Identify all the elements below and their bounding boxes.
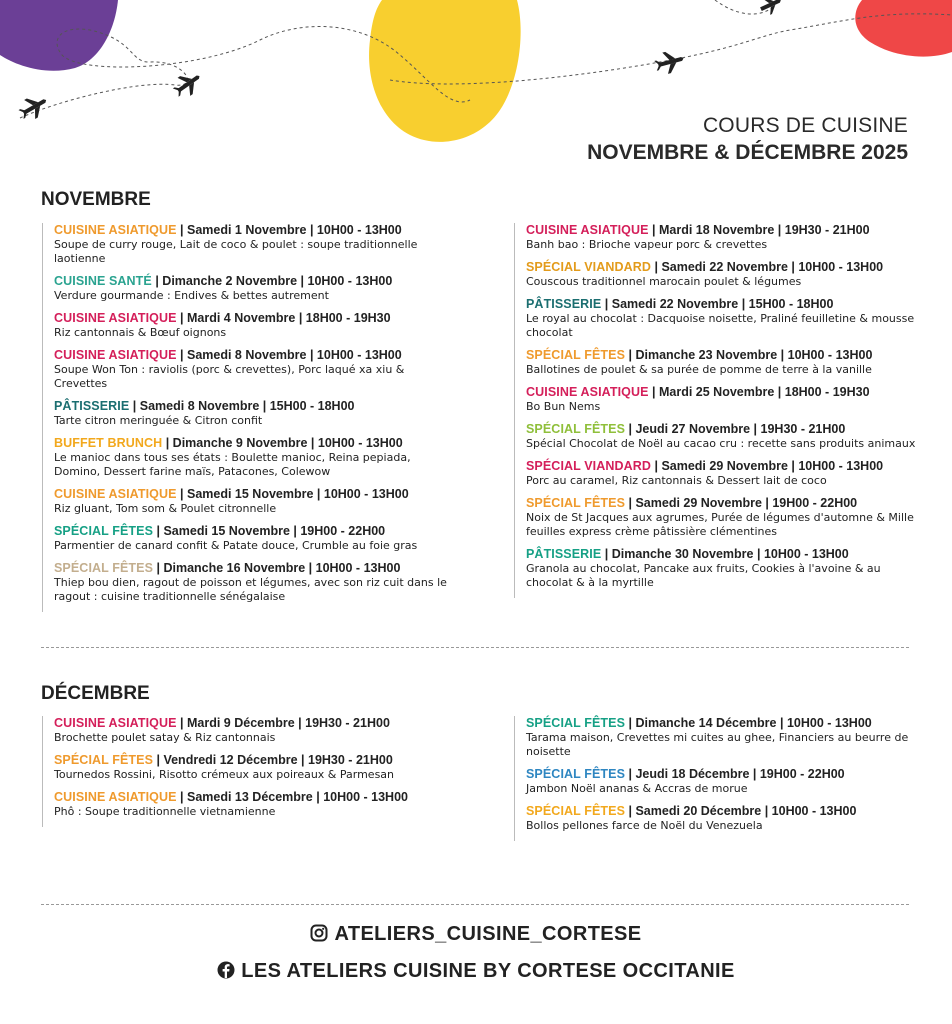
course-entry xyxy=(526,459,920,488)
course-entry xyxy=(54,348,459,391)
course-date-time: | Dimanche 14 Décembre | 10H00 - 13H00 xyxy=(625,716,872,730)
course-description: Jambon Noël ananas & Accras de morue xyxy=(526,782,748,795)
course-category: CUISINE SANTÉ xyxy=(54,274,152,288)
course-description: Porc au caramel, Riz cantonnais & Dessert lait de coco xyxy=(526,474,827,487)
course-header xyxy=(526,422,920,437)
course-date-time: | Mardi 9 Décembre | 19H30 - 21H00 xyxy=(176,716,390,730)
course-entry xyxy=(526,716,920,759)
course-entry xyxy=(54,399,459,428)
course-date-time: | Dimanche 16 Novembre | 10H00 - 13H00 xyxy=(153,561,401,575)
course-date-time: | Samedi 20 Décembre | 10H00 - 13H00 xyxy=(625,804,857,818)
novembre-left-column xyxy=(42,223,459,612)
facebook-icon xyxy=(217,961,235,985)
course-entry xyxy=(526,297,920,340)
course-category: SPÉCIAL FÊTES xyxy=(526,496,626,510)
course-description: Ballotines de poulet & sa purée de pomme de terre à la vanille xyxy=(526,363,872,376)
course-category: CUISINE ASIATIQUE xyxy=(54,716,177,730)
course-header xyxy=(54,311,459,326)
course-header xyxy=(54,487,459,502)
course-description: Riz gluant, Tom som & Poulet citronnelle xyxy=(54,502,277,515)
course-header xyxy=(54,524,459,539)
course-description: Bollos pellones farce de Noël du Venezuela xyxy=(526,819,763,832)
course-category: SPÉCIAL VIANDARD xyxy=(526,459,651,473)
course-header xyxy=(54,274,459,289)
course-description: Le manioc dans tous ses états : Boulette manioc, Reina pepiada, Domino, Dessert farine maïs, Patacones, Colewow xyxy=(54,451,411,478)
facebook-text: LES ATELIERS CUISINE BY CORTESE OCCITANIE xyxy=(241,960,735,982)
course-header xyxy=(54,561,459,576)
course-description: Tarte citron meringuée & Citron confit xyxy=(54,414,263,427)
course-entry xyxy=(54,436,459,479)
title-line-2: NOVEMBRE & DÉCEMBRE 2025 xyxy=(587,141,908,164)
title-line-1: COURS DE CUISINE xyxy=(702,114,908,137)
course-description: Tarama maison, Crevettes mi cuites au ghee, Financiers au beurre de noisette xyxy=(526,731,909,758)
course-date-time: | Samedi 1 Novembre | 10H00 - 13H00 xyxy=(176,223,402,237)
course-description: Le royal au chocolat : Dacquoise noisette, Praliné feuilletine & mousse chocolat xyxy=(526,312,915,339)
course-date-time: | Samedi 15 Novembre | 10H00 - 13H00 xyxy=(176,487,409,501)
course-date-time: | Samedi 29 Novembre | 10H00 - 13H00 xyxy=(651,459,884,473)
course-entry xyxy=(526,260,920,289)
course-date-time: | Jeudi 18 Décembre | 19H00 - 22H00 xyxy=(625,767,845,781)
course-category: SPÉCIAL FÊTES xyxy=(54,753,154,767)
course-description: Brochette poulet satay & Riz cantonnais xyxy=(54,731,276,744)
instagram-text: ATELIERS_CUISINE_CORTESE xyxy=(334,923,642,945)
course-category: CUISINE ASIATIQUE xyxy=(526,223,649,237)
yellow-blob xyxy=(369,0,521,142)
course-category: CUISINE ASIATIQUE xyxy=(54,311,177,325)
course-header xyxy=(526,385,920,400)
course-header xyxy=(54,753,459,768)
section-divider xyxy=(41,647,909,648)
course-entry xyxy=(526,496,920,539)
course-category: PÂTISSERIE xyxy=(54,399,130,413)
course-description: Couscous traditionnel marocain poulet & légumes xyxy=(526,275,802,288)
course-date-time: | Samedi 22 Novembre | 10H00 - 13H00 xyxy=(651,260,884,274)
course-header xyxy=(526,767,920,782)
course-header xyxy=(526,716,920,731)
course-description: Granola au chocolat, Pancake aux fruits, Cookies à l'avoine & au chocolat & à la myrtille xyxy=(526,562,881,589)
course-description: Soupe de curry rouge, Lait de coco & poulet : soupe traditionnelle laotienne xyxy=(54,238,418,265)
course-date-time: | Samedi 22 Novembre | 15H00 - 18H00 xyxy=(601,297,834,311)
course-entry xyxy=(54,790,459,819)
course-category: CUISINE ASIATIQUE xyxy=(54,487,177,501)
course-header xyxy=(526,260,920,275)
course-date-time: | Dimanche 23 Novembre | 10H00 - 13H00 xyxy=(625,348,873,362)
course-description: Verdure gourmande : Endives & bettes autrement xyxy=(54,289,329,302)
facebook-page[interactable] xyxy=(0,960,952,985)
page-title xyxy=(587,113,908,167)
course-category: SPÉCIAL FÊTES xyxy=(54,561,154,575)
course-description: Noix de St Jacques aux agrumes, Purée de légumes d'automne & Mille feuilles express crème pâtissière clémentines xyxy=(526,511,914,538)
course-header xyxy=(54,790,459,805)
course-header xyxy=(54,223,459,238)
course-entry xyxy=(54,274,459,303)
decembre-right-column xyxy=(514,716,920,841)
course-category: SPÉCIAL FÊTES xyxy=(526,804,626,818)
course-date-time: | Mardi 25 Novembre | 18H00 - 19H30 xyxy=(648,385,870,399)
decembre-left-column xyxy=(42,716,459,827)
course-header xyxy=(54,716,459,731)
course-category: SPÉCIAL VIANDARD xyxy=(526,260,651,274)
course-header xyxy=(526,223,920,238)
course-entry xyxy=(526,804,920,833)
course-date-time: | Mardi 4 Novembre | 18H00 - 19H30 xyxy=(176,311,391,325)
course-header xyxy=(526,804,920,819)
course-date-time: | Samedi 8 Novembre | 10H00 - 13H00 xyxy=(176,348,402,362)
course-category: BUFFET BRUNCH xyxy=(54,436,163,450)
course-entry xyxy=(526,348,920,377)
month-title-novembre: NOVEMBRE xyxy=(41,189,151,210)
novembre-right-column xyxy=(514,223,920,598)
airplane-icon xyxy=(757,0,785,17)
airplane-icon xyxy=(169,67,205,102)
course-date-time: | Mardi 18 Novembre | 19H30 - 21H00 xyxy=(648,223,870,237)
course-entry xyxy=(526,767,920,796)
course-entry xyxy=(526,223,920,252)
course-description: Thiep bou dien, ragout de poisson et légumes, avec son riz cuit dans le ragout : cuisine traditionnelle sénégalaise xyxy=(54,576,447,603)
course-entry xyxy=(54,487,459,516)
course-date-time: | Samedi 29 Novembre | 19H00 - 22H00 xyxy=(625,496,858,510)
course-date-time: | Samedi 8 Novembre | 15H00 - 18H00 xyxy=(129,399,355,413)
course-description: Phô : Soupe traditionnelle vietnamienne xyxy=(54,805,276,818)
course-category: CUISINE ASIATIQUE xyxy=(54,223,177,237)
course-description: Banh bao : Brioche vapeur porc & crevettes xyxy=(526,238,768,251)
course-date-time: | Vendredi 12 Décembre | 19H30 - 21H00 xyxy=(153,753,393,767)
course-description: Riz cantonnais & Bœuf oignons xyxy=(54,326,227,339)
footer-divider xyxy=(41,904,909,905)
course-date-time: | Dimanche 2 Novembre | 10H00 - 13H00 xyxy=(151,274,393,288)
course-category: CUISINE ASIATIQUE xyxy=(54,348,177,362)
course-header xyxy=(54,348,459,363)
course-header xyxy=(526,459,920,474)
course-category: SPÉCIAL FÊTES xyxy=(526,767,626,781)
course-header xyxy=(526,297,920,312)
purple-blob xyxy=(0,0,118,71)
course-entry xyxy=(526,385,920,414)
course-header xyxy=(526,547,920,562)
airplane-icon xyxy=(653,48,687,77)
course-date-time: | Jeudi 27 Novembre | 19H30 - 21H00 xyxy=(625,422,846,436)
course-category: SPÉCIAL FÊTES xyxy=(54,524,154,538)
course-category: SPÉCIAL FÊTES xyxy=(526,422,626,436)
course-description: Bo Bun Nems xyxy=(526,400,601,413)
course-header xyxy=(526,496,920,511)
course-entry xyxy=(526,422,920,451)
course-entry xyxy=(54,223,459,266)
course-entry xyxy=(54,561,459,604)
course-entry xyxy=(54,311,459,340)
course-header xyxy=(54,436,459,451)
instagram-icon xyxy=(310,924,328,948)
course-entry xyxy=(526,547,920,590)
course-entry xyxy=(54,716,459,745)
course-date-time: | Dimanche 30 Novembre | 10H00 - 13H00 xyxy=(601,547,849,561)
course-category: PÂTISSERIE xyxy=(526,297,602,311)
course-description: Parmentier de canard confit & Patate douce, Crumble au foie gras xyxy=(54,539,418,552)
course-description: Soupe Won Ton : raviolis (porc & crevettes), Porc laqué xa xiu & Crevettes xyxy=(54,363,405,390)
course-category: CUISINE ASIATIQUE xyxy=(526,385,649,399)
course-entry xyxy=(54,524,459,553)
course-header xyxy=(54,399,459,414)
course-category: CUISINE ASIATIQUE xyxy=(54,790,177,804)
airplane-icon xyxy=(16,90,52,124)
course-category: SPÉCIAL FÊTES xyxy=(526,716,626,730)
course-entry xyxy=(54,753,459,782)
course-date-time: | Samedi 15 Novembre | 19H00 - 22H00 xyxy=(153,524,386,538)
course-description: Spécial Chocolat de Noël au cacao cru : recette sans produits animaux xyxy=(526,437,916,450)
instagram-handle[interactable] xyxy=(0,923,952,948)
course-date-time: | Dimanche 9 Novembre | 10H00 - 13H00 xyxy=(162,436,403,450)
course-header xyxy=(526,348,920,363)
course-category: SPÉCIAL FÊTES xyxy=(526,348,626,362)
course-date-time: | Samedi 13 Décembre | 10H00 - 13H00 xyxy=(176,790,408,804)
red-blob xyxy=(855,0,952,57)
course-description: Tournedos Rossini, Risotto crémeux aux poireaux & Parmesan xyxy=(54,768,395,781)
course-category: PÂTISSERIE xyxy=(526,547,602,561)
month-title-decembre: DÉCEMBRE xyxy=(41,683,150,704)
